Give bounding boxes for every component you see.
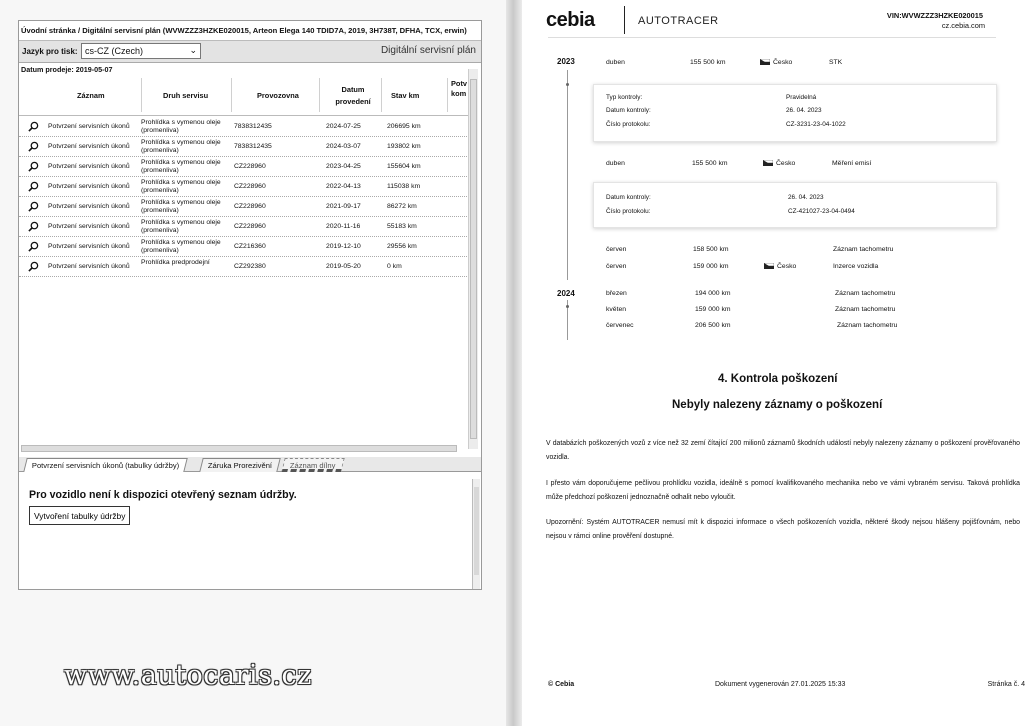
- event-type: STK: [829, 59, 843, 66]
- tab-label: Záznam dílny: [289, 461, 336, 470]
- scrollbar-thumb[interactable]: [470, 79, 477, 439]
- cell-service-type-variant: (promenliva): [141, 147, 179, 154]
- year-label-2023: 2023: [557, 57, 575, 66]
- cell-date: 2019-12-10: [326, 243, 361, 250]
- cell-workshop: CZ216360: [234, 243, 266, 250]
- magnifier-icon[interactable]: [28, 221, 39, 232]
- tab-rust-warranty[interactable]: [199, 458, 281, 472]
- event-type: Záznam tachometru: [835, 306, 896, 313]
- emission-detail-box: [593, 182, 997, 228]
- page-title: Digitální servisní plán: [380, 45, 476, 56]
- cell-service-type: Prohlídka predprodejní: [141, 259, 210, 266]
- cell-service-type-variant: (promenliva): [141, 127, 179, 134]
- service-plan-window: [18, 20, 482, 590]
- magnifier-icon[interactable]: [28, 241, 39, 252]
- column-header-service-type[interactable]: Druh servisu: [163, 91, 209, 100]
- event-mileage: 194 000 km: [695, 290, 731, 297]
- tab-workshop-record[interactable]: [281, 458, 344, 472]
- magnifier-icon[interactable]: [28, 201, 39, 212]
- cell-service-type: Prohlídka s vymenou oleje: [141, 139, 221, 146]
- cell-record: Potvrzení servisních úkonů: [48, 163, 130, 170]
- vertical-scrollbar-bottom[interactable]: [472, 479, 480, 589]
- timeline-dot: [566, 83, 569, 86]
- cell-record: Potvrzení servisních úkonů: [48, 123, 130, 130]
- inspection-detail-box: [593, 84, 997, 142]
- column-header-date-line2: provedení: [335, 97, 371, 106]
- detail-key: Číslo protokolu:: [606, 208, 651, 215]
- cell-mileage: 29556 km: [387, 243, 417, 250]
- event-month: květen: [606, 306, 627, 313]
- cell-mileage: 193802 km: [387, 143, 421, 150]
- cell-service-type-variant: (promenliva): [141, 247, 179, 254]
- footer-generated: Dokument vygenerován 27.01.2025 15:33: [715, 681, 846, 688]
- breadcrumb[interactable]: Úvodní stránka / Digitální servisní plán (WVWZZZ3HZKE020015, Arteon Elega 140 TDID7A, 2019, 3H738T, DFHA, TCX, erwin): [19, 21, 481, 41]
- event-mileage: 159 000 km: [693, 263, 729, 270]
- cell-date: 2024-03-07: [326, 143, 361, 150]
- column-header-record[interactable]: Záznam: [77, 91, 105, 100]
- logo-divider: [624, 6, 625, 34]
- section-subtitle: Nebyly nalezeny záznamy o poškození: [672, 399, 883, 411]
- cell-date: 2019-05-20: [326, 263, 361, 270]
- cell-date: 2023-04-25: [326, 163, 361, 170]
- tab-service-confirmations[interactable]: [23, 458, 188, 472]
- cell-service-type-variant: (promenliva): [141, 207, 179, 214]
- cell-date: 2020-11-16: [326, 223, 361, 230]
- column-divider: [319, 78, 320, 112]
- cell-date: 2022-04-13: [326, 183, 361, 190]
- cell-mileage: 115038 km: [387, 183, 421, 190]
- cell-mileage: 155604 km: [387, 163, 421, 170]
- detail-key: Číslo protokolu:: [606, 121, 651, 128]
- language-label: Jazyk pro tisk:: [22, 47, 78, 56]
- cell-service-type-variant: (promenliva): [141, 227, 179, 234]
- year-label-2024: 2024: [557, 289, 575, 298]
- event-mileage: 155 500 km: [690, 59, 726, 66]
- detail-key: Typ kontroly:: [606, 94, 643, 101]
- table-row[interactable]: [19, 157, 473, 177]
- language-bar: [19, 41, 481, 63]
- cell-mileage: 55183 km: [387, 223, 417, 230]
- cell-record: Potvrzení servisních úkonů: [48, 183, 130, 190]
- column-divider: [381, 78, 382, 112]
- event-month: červen: [606, 263, 627, 270]
- cell-workshop: CZ292380: [234, 263, 266, 270]
- column-header-date-line1: Datum: [341, 85, 365, 94]
- cell-date: 2021-09-17: [326, 203, 361, 210]
- detail-value: CZ-421027-23-04-0494: [788, 208, 855, 215]
- column-header-extra-line1[interactable]: Potv: [451, 79, 468, 88]
- event-type: Inzerce vozidla: [833, 263, 879, 270]
- flag-czech-icon: [764, 263, 774, 269]
- cell-mileage: 206695 km: [387, 123, 421, 130]
- event-mileage: 158 500 km: [693, 246, 729, 253]
- website: cz.cebia.com: [941, 21, 985, 30]
- event-type: Záznam tachometru: [837, 322, 898, 329]
- cell-mileage: 0 km: [387, 263, 402, 270]
- cell-workshop: CZ228960: [234, 163, 266, 170]
- cell-workshop: 7838312435: [234, 143, 272, 150]
- event-month: duben: [606, 59, 625, 66]
- create-maintenance-table-button[interactable]: Vytvoření tabulky údržby: [29, 506, 130, 525]
- detail-value: Pravidelná: [786, 94, 817, 101]
- column-header-mileage[interactable]: Stav km: [391, 91, 420, 100]
- magnifier-icon[interactable]: [28, 141, 39, 152]
- table-header: [19, 74, 473, 116]
- cell-record: Potvrzení servisních úkonů: [48, 203, 130, 210]
- cell-record: Potvrzení servisních úkonů: [48, 223, 130, 230]
- detail-key: Datum kontroly:: [606, 107, 651, 114]
- magnifier-icon[interactable]: [28, 121, 39, 132]
- cell-service-type: Prohlídka s vymenou oleje: [141, 179, 221, 186]
- cell-workshop: CZ228960: [234, 183, 266, 190]
- column-divider: [447, 78, 448, 112]
- cell-workshop: CZ228960: [234, 223, 266, 230]
- paragraph: V databázích poškozených vozů z více než 32 zemí čítající 200 milionů záznamů škodních událostí nebyly nalezeny záznamy o poškození prověřovaného vozidla.: [546, 440, 1020, 461]
- vin-number: VIN:WVWZZZ3HZKE020015: [886, 11, 983, 20]
- event-country: Česko: [776, 160, 796, 167]
- column-header-workshop[interactable]: Provozovna: [257, 91, 299, 100]
- sale-date: Datum prodeje: 2019-05-07: [21, 65, 113, 74]
- language-value: cs-CZ (Czech): [85, 46, 143, 56]
- cell-workshop: CZ228960: [234, 203, 266, 210]
- cell-service-type-variant: (promenliva): [141, 167, 179, 174]
- event-country: Česko: [773, 59, 793, 66]
- magnifier-icon[interactable]: [28, 261, 39, 272]
- table-row[interactable]: [19, 177, 473, 197]
- table-row[interactable]: [19, 257, 473, 277]
- timeline-dot: [566, 305, 569, 308]
- column-divider: [141, 78, 142, 112]
- column-header-extra-line2: kom: [451, 89, 467, 98]
- detail-value: 26. 04. 2023: [786, 107, 822, 114]
- detail-key: Datum kontroly:: [606, 194, 651, 201]
- cell-service-type-variant: (promenliva): [141, 187, 179, 194]
- event-month: duben: [606, 160, 625, 167]
- watermark: www.autocaris.cz: [64, 660, 312, 691]
- cell-record: Potvrzení servisních úkonů: [48, 143, 130, 150]
- column-header-date[interactable]: [339, 84, 367, 95]
- left-page: [0, 0, 510, 726]
- event-month: červen: [606, 246, 627, 253]
- table-row[interactable]: [19, 197, 473, 217]
- header-divider: [548, 37, 996, 38]
- table-row[interactable]: [19, 137, 473, 157]
- detail-value: 26. 04. 2023: [788, 194, 824, 201]
- cell-mileage: 86272 km: [387, 203, 417, 210]
- cell-record: Potvrzení servisních úkonů: [48, 243, 130, 250]
- section-title: 4. Kontrola poškození: [718, 373, 838, 385]
- tab-bar: [19, 457, 481, 472]
- table-row[interactable]: [19, 217, 473, 237]
- event-mileage: 159 000 km: [695, 306, 731, 313]
- cell-service-type: Prohlídka s vymenou oleje: [141, 219, 221, 226]
- column-divider: [231, 78, 232, 112]
- event-country: Česko: [777, 263, 797, 270]
- magnifier-icon[interactable]: [28, 161, 39, 172]
- cell-service-type: Prohlídka s vymenou oleje: [141, 239, 221, 246]
- footer-page-number: Stránka č. 4: [987, 681, 1025, 688]
- event-mileage: 155 500 km: [692, 160, 728, 167]
- event-type: Záznam tachometru: [835, 290, 896, 297]
- product-name: AUTOTRACER: [638, 15, 719, 27]
- event-type: Měření emisí: [832, 160, 872, 167]
- paragraph: I přesto vám doporučujeme pečlivou prohlídku vozidla, ideálně s pomocí kvalifikovaného mechanika nebo ve vámi vybraném servisu. Taková prohlídka může předchozí poškození jednoznačně odhalit nebo vyloučit.: [546, 480, 1020, 501]
- no-maintenance-message: Pro vozidlo není k dispozici otevřený seznam údržby.: [29, 489, 297, 501]
- cebia-logo: cebia: [546, 9, 595, 31]
- flag-czech-icon: [763, 160, 773, 166]
- cell-service-type: Prohlídka s vymenou oleje: [141, 119, 221, 126]
- cell-service-type: Prohlídka s vymenou oleje: [141, 199, 221, 206]
- flag-czech-icon: [760, 59, 770, 65]
- event-type: Záznam tachometru: [833, 246, 894, 253]
- footer-copyright: © Cebia: [548, 681, 575, 688]
- event-month: březen: [606, 290, 627, 297]
- paragraph: Upozornění: Systém AUTOTRACER nemusí mít k dispozici informace o všech poškozeních vozidla, některé škody nejsou hlášeny pojišťovnám, nebo nejsou v rámci online prověření dostupné.: [546, 519, 1020, 540]
- table-row[interactable]: [19, 117, 473, 137]
- vertical-scrollbar[interactable]: [468, 69, 478, 449]
- cell-date: 2024-07-25: [326, 123, 361, 130]
- tab-label: Záruka Prorezivění: [207, 461, 273, 470]
- cell-record: Potvrzení servisních úkonů: [48, 263, 130, 270]
- chevron-down-icon: ⌄: [189, 45, 197, 55]
- tab-label: Potvrzení servisních úkonů (tabulky údržby): [31, 461, 180, 470]
- magnifier-icon[interactable]: [28, 181, 39, 192]
- event-mileage: 206 500 km: [695, 322, 731, 329]
- table-row[interactable]: [19, 237, 473, 257]
- service-table-body: [19, 117, 473, 277]
- cell-service-type: Prohlídka s vymenou oleje: [141, 159, 221, 166]
- language-select[interactable]: [81, 43, 201, 59]
- detail-value: CZ-3231-23-04-1022: [786, 121, 846, 128]
- timeline-line: [567, 70, 568, 280]
- event-month: červenec: [606, 322, 634, 329]
- cell-workshop: 7838312435: [234, 123, 272, 130]
- horizontal-scrollbar[interactable]: [21, 445, 457, 452]
- scrollbar-thumb[interactable]: [474, 487, 479, 575]
